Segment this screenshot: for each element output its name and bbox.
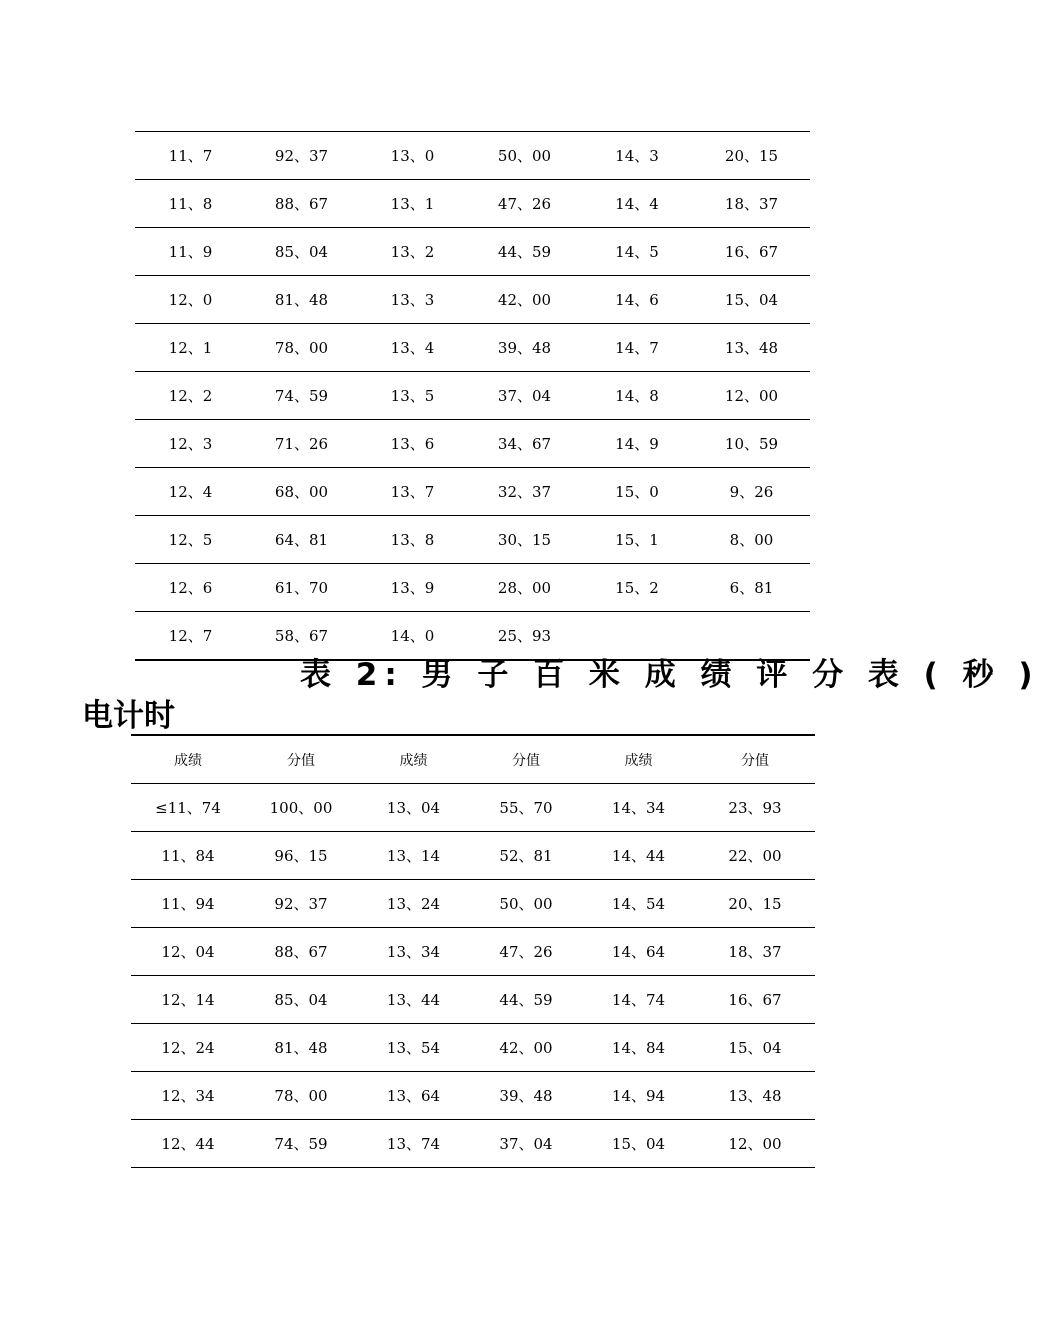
score-cell: 13、7: [357, 468, 468, 516]
points-cell: 78、00: [245, 1072, 357, 1120]
table-row: [135, 372, 810, 420]
score-cell: 13、34: [357, 928, 470, 976]
table-row: [135, 516, 810, 564]
men-100m-score-table-body: [131, 784, 815, 1168]
score-cell: 12、24: [131, 1024, 245, 1072]
score-cell: 14、44: [582, 832, 695, 880]
points-cell: 42、00: [470, 1024, 582, 1072]
points-cell: 34、67: [468, 420, 581, 468]
points-cell: 18、37: [695, 928, 815, 976]
score-cell: 11、9: [135, 228, 246, 276]
points-cell: 37、04: [470, 1120, 582, 1168]
points-cell: 39、48: [468, 324, 581, 372]
score-cell: 14、4: [581, 180, 693, 228]
score-table-continued-body: [135, 132, 810, 661]
score-cell: 14、6: [581, 276, 693, 324]
score-cell: 13、4: [357, 324, 468, 372]
points-cell: 13、48: [695, 1072, 815, 1120]
header-cell-points: 分值: [695, 735, 815, 784]
points-cell: 96、15: [245, 832, 357, 880]
score-cell: 11、94: [131, 880, 245, 928]
points-cell: 81、48: [245, 1024, 357, 1072]
score-cell: 14、34: [582, 784, 695, 832]
score-cell: 13、0: [357, 132, 468, 180]
score-cell: 11、8: [135, 180, 246, 228]
points-cell: 12、00: [693, 372, 810, 420]
score-cell: 13、9: [357, 564, 468, 612]
table-row: [135, 612, 810, 661]
points-cell: 81、48: [246, 276, 357, 324]
header-cell-score: 成绩: [357, 735, 470, 784]
points-cell: 30、15: [468, 516, 581, 564]
score-cell: 13、74: [357, 1120, 470, 1168]
points-cell: 92、37: [246, 132, 357, 180]
table-row: [131, 1072, 815, 1120]
header-cell-score: 成绩: [582, 735, 695, 784]
points-cell: 92、37: [245, 880, 357, 928]
score-cell: 12、34: [131, 1072, 245, 1120]
points-cell: 52、81: [470, 832, 582, 880]
score-cell: 12、7: [135, 612, 246, 661]
score-cell: 12、0: [135, 276, 246, 324]
points-cell: 42、00: [468, 276, 581, 324]
score-cell: 14、7: [581, 324, 693, 372]
score-cell: 13、24: [357, 880, 470, 928]
score-cell: 11、84: [131, 832, 245, 880]
men-100m-score-table: [131, 734, 815, 1168]
points-cell: 9、26: [693, 468, 810, 516]
score-cell: 12、2: [135, 372, 246, 420]
score-cell: 14、9: [581, 420, 693, 468]
table-row: [135, 228, 810, 276]
header-cell-points: 分值: [245, 735, 357, 784]
table-2-title-subtitle: 电计时: [82, 698, 175, 734]
points-cell: 55、70: [470, 784, 582, 832]
points-cell: 22、00: [695, 832, 815, 880]
score-cell: 13、3: [357, 276, 468, 324]
score-table-continued: [135, 131, 810, 661]
score-cell: 14、54: [582, 880, 695, 928]
table-row: [135, 132, 810, 180]
score-cell: 13、6: [357, 420, 468, 468]
points-cell: 88、67: [246, 180, 357, 228]
points-cell: 15、04: [695, 1024, 815, 1072]
score-cell: 13、5: [357, 372, 468, 420]
points-cell: 8、00: [693, 516, 810, 564]
points-cell: 20、15: [695, 880, 815, 928]
score-cell: 14、8: [581, 372, 693, 420]
table-header-row: [131, 735, 815, 784]
score-cell: 12、6: [135, 564, 246, 612]
score-cell: 12、5: [135, 516, 246, 564]
table-2-title: 表 2: 男 子 百 米 成 绩 评 分 表 ( 秒 ): [300, 657, 1040, 693]
points-cell: 13、48: [693, 324, 810, 372]
score-cell: 12、1: [135, 324, 246, 372]
points-cell: 58、67: [246, 612, 357, 661]
points-cell: 78、00: [246, 324, 357, 372]
points-cell: 85、04: [245, 976, 357, 1024]
score-cell: 14、3: [581, 132, 693, 180]
table-row: [135, 564, 810, 612]
points-cell: 61、70: [246, 564, 357, 612]
score-cell: 15、0: [581, 468, 693, 516]
table-row: [131, 832, 815, 880]
header-cell-score: 成绩: [131, 735, 245, 784]
score-cell: 14、0: [357, 612, 468, 661]
score-cell: 14、94: [582, 1072, 695, 1120]
score-cell: 14、84: [582, 1024, 695, 1072]
table-row: [135, 468, 810, 516]
points-cell: 74、59: [245, 1120, 357, 1168]
score-cell: 13、64: [357, 1072, 470, 1120]
points-cell: 25、93: [468, 612, 581, 661]
score-cell: 13、54: [357, 1024, 470, 1072]
points-cell: 50、00: [468, 132, 581, 180]
points-cell: 68、00: [246, 468, 357, 516]
table-row: [131, 784, 815, 832]
score-cell: 12、04: [131, 928, 245, 976]
points-cell: 32、37: [468, 468, 581, 516]
table-row: [131, 976, 815, 1024]
points-cell: 44、59: [470, 976, 582, 1024]
points-cell: 15、04: [693, 276, 810, 324]
score-cell: 11、7: [135, 132, 246, 180]
score-cell: 12、14: [131, 976, 245, 1024]
score-cell: 14、74: [582, 976, 695, 1024]
points-cell: 44、59: [468, 228, 581, 276]
points-cell: 47、26: [470, 928, 582, 976]
points-cell: 100、00: [245, 784, 357, 832]
points-cell: 47、26: [468, 180, 581, 228]
points-cell: 16、67: [693, 228, 810, 276]
score-cell: 13、44: [357, 976, 470, 1024]
points-cell: 71、26: [246, 420, 357, 468]
table-row: [131, 1120, 815, 1168]
points-cell: 88、67: [245, 928, 357, 976]
score-cell: 13、1: [357, 180, 468, 228]
score-cell: 12、44: [131, 1120, 245, 1168]
score-cell: 13、2: [357, 228, 468, 276]
points-cell: 10、59: [693, 420, 810, 468]
points-cell: 12、00: [695, 1120, 815, 1168]
score-cell: 14、64: [582, 928, 695, 976]
points-cell: 18、37: [693, 180, 810, 228]
score-cell: 15、2: [581, 564, 693, 612]
header-cell-points: 分值: [470, 735, 582, 784]
points-cell: 6、81: [693, 564, 810, 612]
points-cell: 37、04: [468, 372, 581, 420]
score-cell: 15、1: [581, 516, 693, 564]
points-cell: 28、00: [468, 564, 581, 612]
table-row: [135, 420, 810, 468]
points-cell: [693, 612, 810, 661]
points-cell: 23、93: [695, 784, 815, 832]
score-cell: 13、04: [357, 784, 470, 832]
points-cell: 85、04: [246, 228, 357, 276]
table-row: [135, 180, 810, 228]
score-cell: 13、8: [357, 516, 468, 564]
score-cell: 13、14: [357, 832, 470, 880]
points-cell: 16、67: [695, 976, 815, 1024]
table-row: [131, 1024, 815, 1072]
points-cell: 20、15: [693, 132, 810, 180]
points-cell: 39、48: [470, 1072, 582, 1120]
score-cell: 12、4: [135, 468, 246, 516]
score-cell: ≤11、74: [131, 784, 245, 832]
points-cell: 50、00: [470, 880, 582, 928]
score-cell: 12、3: [135, 420, 246, 468]
points-cell: 64、81: [246, 516, 357, 564]
table-row: [131, 928, 815, 976]
table-row: [135, 276, 810, 324]
score-cell: 15、04: [582, 1120, 695, 1168]
table-row: [131, 880, 815, 928]
score-cell: [581, 612, 693, 661]
score-cell: 14、5: [581, 228, 693, 276]
table-row: [135, 324, 810, 372]
points-cell: 74、59: [246, 372, 357, 420]
